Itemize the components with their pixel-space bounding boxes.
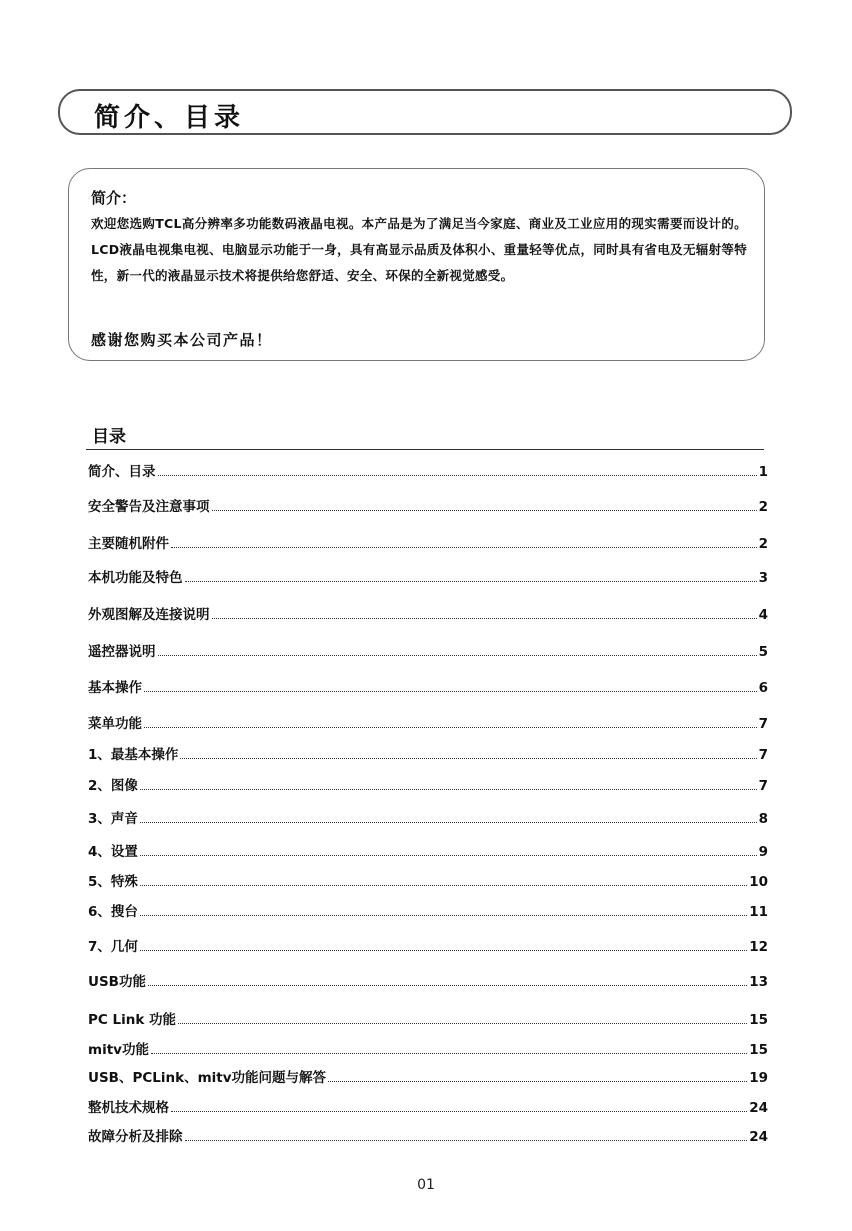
toc-entry-page: 1 [758,464,768,480]
toc-entry-label: 主要随机附件 [88,536,169,552]
toc-leader-dots [212,510,757,511]
toc-entry[interactable] [88,970,768,990]
toc-entry-page: 10 [749,874,768,890]
toc-entry[interactable] [88,566,768,586]
toc-entry[interactable] [88,774,768,794]
toc-entry[interactable] [88,807,768,827]
toc-entry-page: 5 [758,644,768,660]
toc-entry-label: 安全警告及注意事项 [88,499,210,515]
toc-leader-dots [212,618,757,619]
toc-entry[interactable] [88,1096,768,1116]
page-title: 简介、目录 [94,103,245,133]
toc-entry[interactable] [88,935,768,955]
toc-entry[interactable] [88,532,768,552]
toc-leader-dots [158,475,757,476]
toc-leader-dots [140,789,757,790]
toc-entry-label: 遥控器说明 [88,644,156,660]
toc-entry[interactable] [88,1066,768,1086]
toc-leader-dots [140,950,747,951]
toc-leader-dots [185,581,757,582]
toc-entry-page: 15 [749,1012,768,1028]
toc-leader-dots [171,1111,747,1112]
toc-entry[interactable] [88,840,768,860]
intro-body: 欢迎您选购TCL高分辨率多功能数码液晶电视。本产品是为了满足当今家庭、商业及工业应用的现实需要而设计的。LCD液晶电视集电视、电脑显示功能于一身，具有高显示品质及体积小、重量轻等优点，同时具有省电及无辐射等特性，新一代的液晶显示技术将提供给您舒适、安全、环保的全新视觉感受。 [91,216,747,283]
toc-entry-page: 13 [749,974,768,990]
toc-entry[interactable] [88,1038,768,1058]
toc-entry-page: 7 [758,747,768,763]
toc-entry-label: 7、几何 [88,939,138,955]
toc-entry-page: 4 [758,607,768,623]
toc-entry-label: USB功能 [88,974,146,990]
toc-leader-dots [328,1081,747,1082]
toc-entry-page: 11 [749,904,768,920]
toc-entry[interactable] [88,640,768,660]
toc-leader-dots [140,855,757,856]
toc-entry-label: 本机功能及特色 [88,570,183,586]
toc-entry-page: 9 [758,844,768,860]
toc-leader-dots [144,727,757,728]
toc-entry-page: 15 [749,1042,768,1058]
toc-entry-label: PC Link 功能 [88,1012,177,1028]
toc-entry[interactable] [88,1008,768,1028]
toc-entry-label: USB、PCLink、mitv功能问题与解答 [88,1070,327,1086]
toc-entry-label: 3、声音 [88,811,138,827]
toc-list [88,0,768,1231]
toc-leader-dots [140,915,747,916]
toc-leader-dots [180,758,756,759]
toc-leader-dots [144,691,757,692]
toc-entry-page: 6 [758,680,768,696]
toc-entry[interactable] [88,900,768,920]
toc-entry[interactable] [88,495,768,515]
toc-leader-dots [140,885,747,886]
toc-entry-page: 8 [758,811,768,827]
toc-entry-label: 外观图解及连接说明 [88,607,210,623]
toc-entry-label: 1、最基本操作 [88,747,179,763]
toc-entry-label: 菜单功能 [88,716,142,732]
toc-entry-label: 5、特殊 [88,874,138,890]
toc-entry-page: 12 [749,939,768,955]
toc-entry-label: 整机技术规格 [88,1100,169,1116]
toc-entry-page: 7 [758,778,768,794]
toc-entry[interactable] [88,743,768,763]
toc-leader-dots [185,1140,748,1141]
toc-leader-dots [158,655,757,656]
toc-entry[interactable] [88,603,768,623]
toc-entry[interactable] [88,460,768,480]
toc-entry-label: 6、搜台 [88,904,138,920]
toc-entry-page: 24 [749,1129,768,1145]
toc-entry[interactable] [88,1125,768,1145]
toc-entry-label: 2、图像 [88,778,138,794]
page-number: 01 [417,1177,435,1193]
toc-entry-label: mitv功能 [88,1042,149,1058]
toc-entry[interactable] [88,712,768,732]
toc-entry-page: 7 [758,716,768,732]
toc-leader-dots [140,822,757,823]
toc-entry-label: 4、设置 [88,844,138,860]
toc-leader-dots [151,1053,747,1054]
toc-entry-label: 故障分析及排除 [88,1129,183,1145]
intro-heading: 简介： [91,189,137,207]
toc-leader-dots [171,547,757,548]
toc-entry-page: 2 [758,536,768,552]
toc-entry-page: 2 [758,499,768,515]
toc-entry-page: 3 [758,570,768,586]
toc-leader-dots [178,1023,747,1024]
intro-thanks: 感谢您购买本公司产品！ [91,331,273,349]
toc-entry-label: 简介、目录 [88,464,156,480]
toc-heading: 目录 [92,427,126,447]
toc-entry-page: 19 [749,1070,768,1086]
toc-entry-label: 基本操作 [88,680,142,696]
toc-entry[interactable] [88,676,768,696]
toc-leader-dots [148,985,747,986]
toc-entry-page: 24 [749,1100,768,1116]
toc-entry[interactable] [88,870,768,890]
